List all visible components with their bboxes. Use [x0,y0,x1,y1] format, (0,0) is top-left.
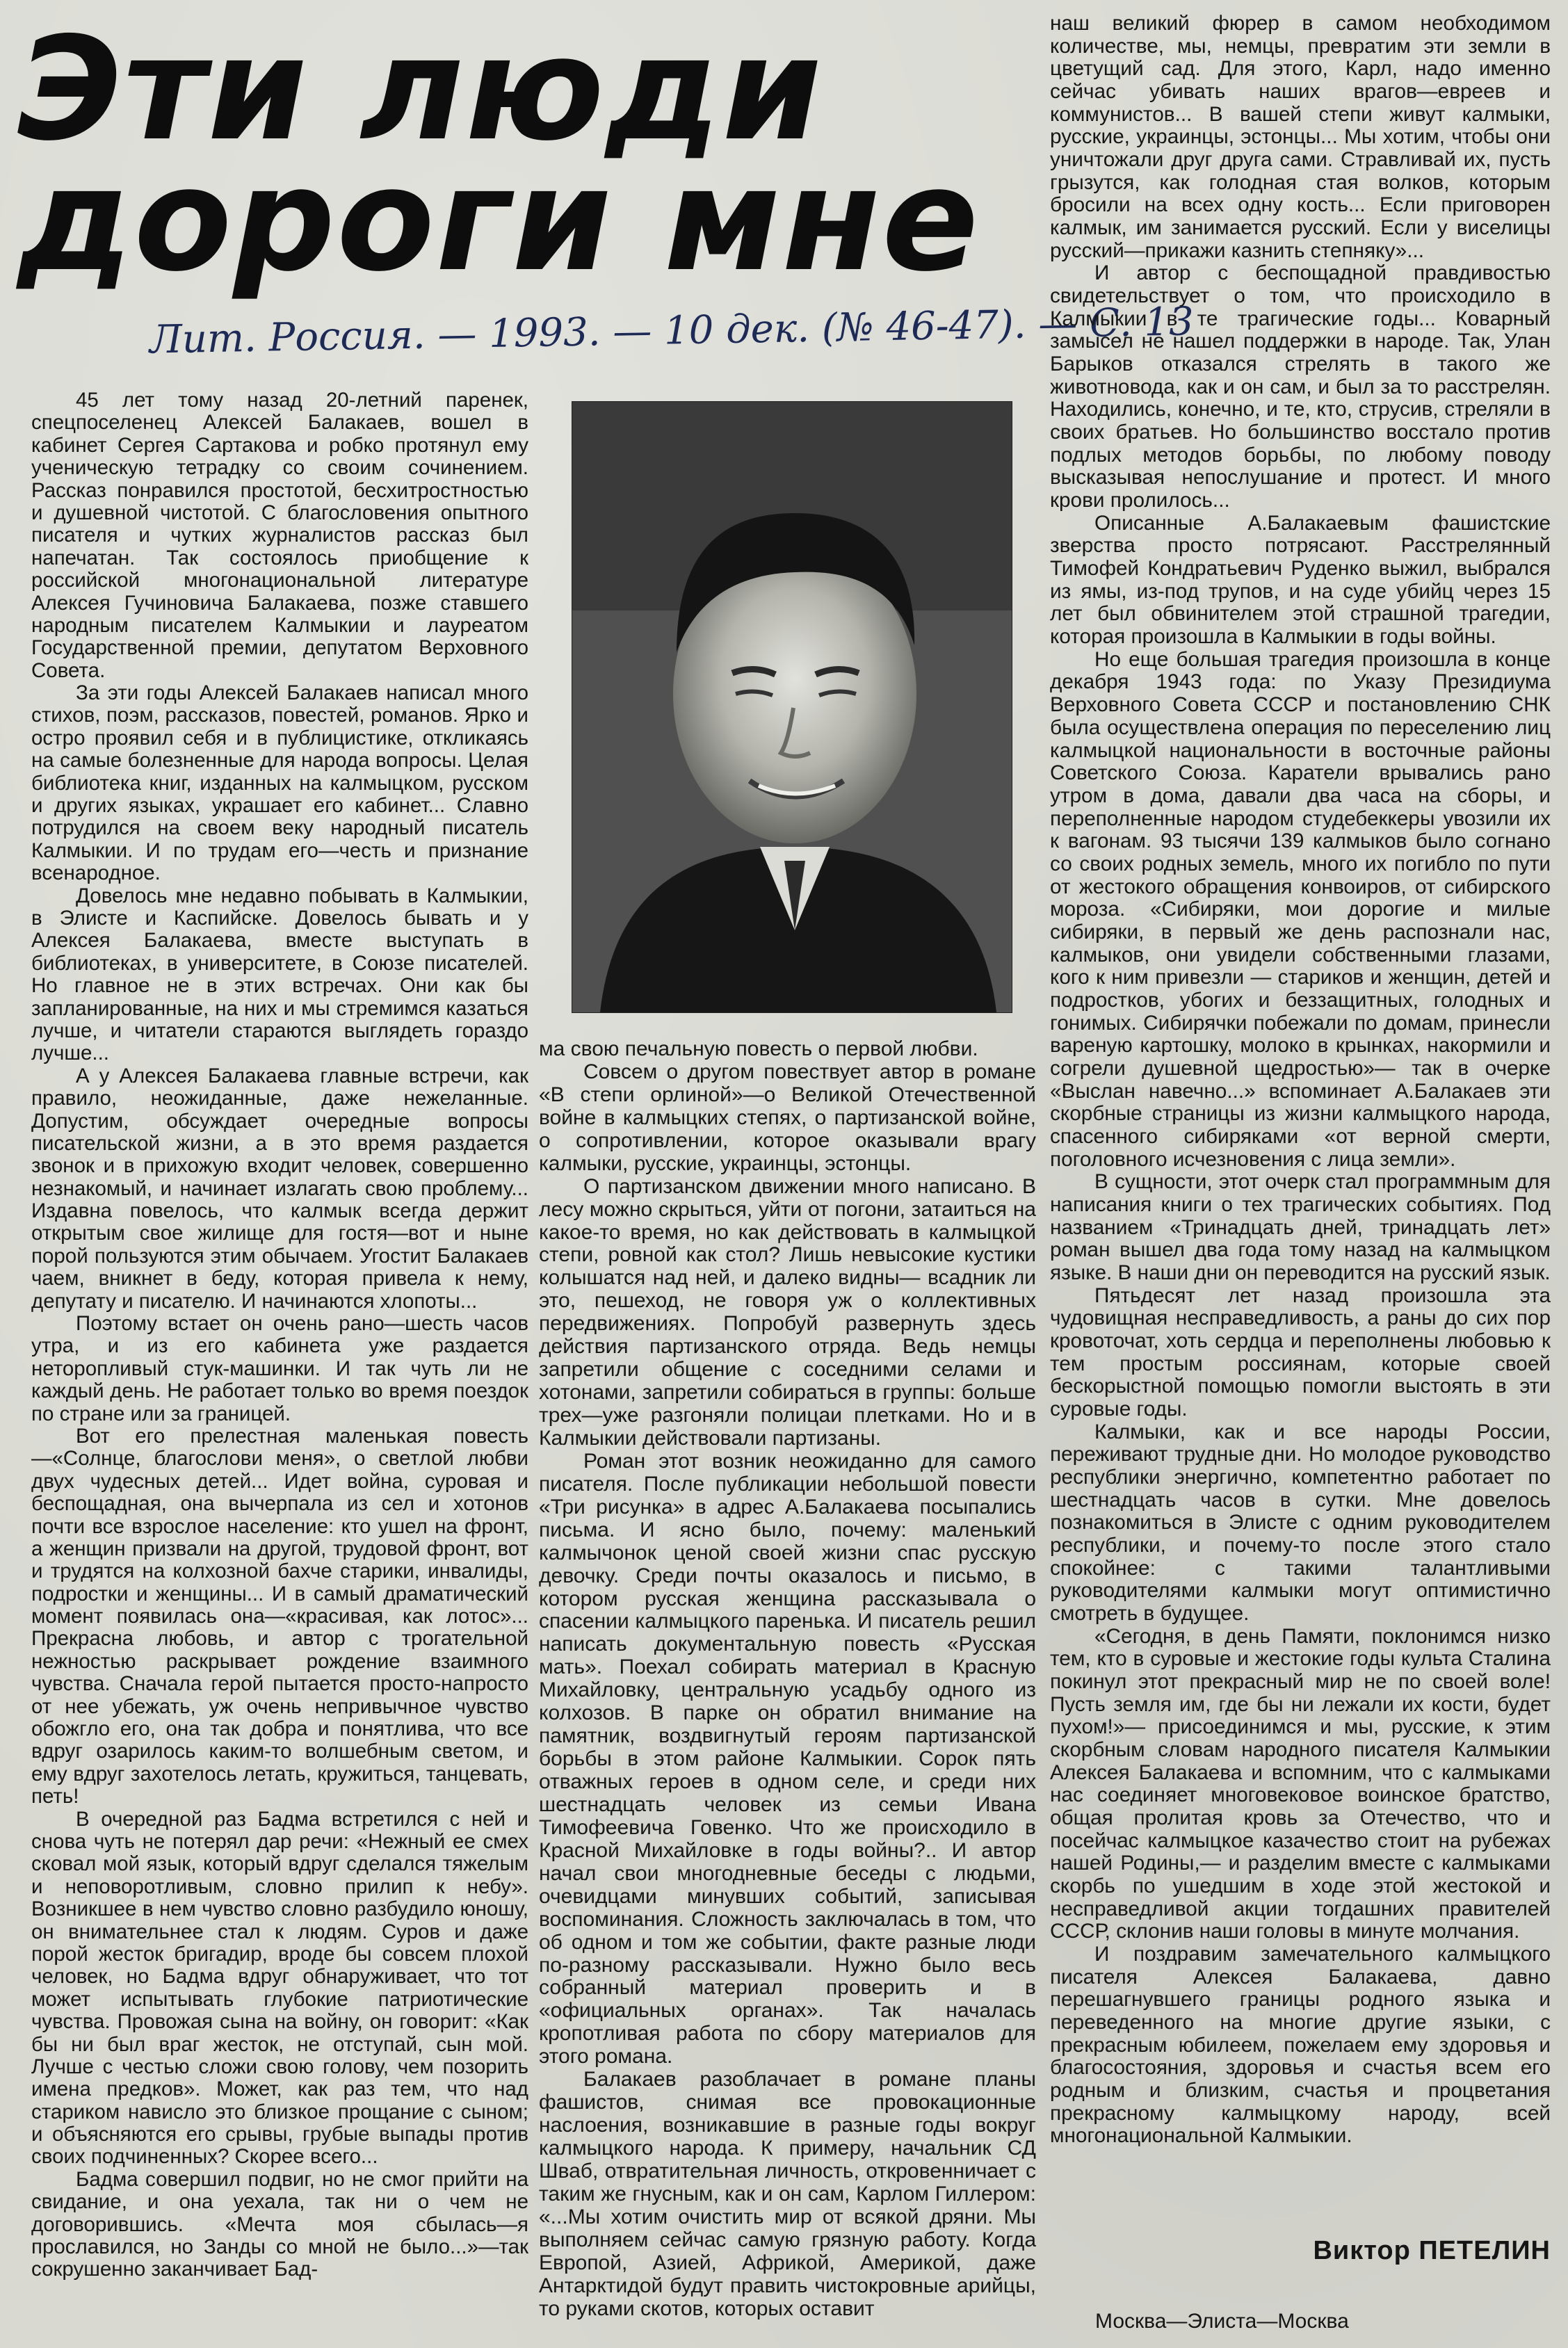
headline-line-1: Эти люди [17,7,823,172]
author-signature: Виктор ПЕТЕЛИН [1313,2236,1551,2265]
paragraph: И поздравим замечательного калмыцкого писателя Алексея Балакаева, давно перешагнувшего границы родного языка и переведенного на многие другие языки, с прекрасным юбилеем, пожелаем ему здоровья и благосостояния, здоровья и счастья всем его родным и близким, счастья и процветания прекрасному калмыцкому народу, всей многонациональной Калмыкии. [1050,1943,1551,2148]
dateline: Москва—Элиста—Москва [1095,2310,1349,2333]
author-portrait-photo [572,401,1012,1013]
paragraph: Довелось мне недавно побывать в Калмыкии, в Элисте и Каспийске. Довелось бывать и у Алексея Балакаева, вместе выступать в библиотеках, в университете, в Союзе писателей. Но главное не в этих встречах. Они как бы запланированные, на них и мы стремимся казаться лучше, и читатели стараются выглядеть гораздо лучше... [31,884,528,1065]
handwritten-citation-note: Лит. Россия. — 1993. — 10 дек. (№ 46-47). — С. 13 [149,299,1195,363]
article-column-1 [31,389,528,2284]
paragraph: Описанные А.Балакаевым фашистские зверства просто потрясают. Расстрелянный Тимофей Кондратьевич Руденко выжил, выбрался из ямы, из-под трупов, и на суде убийц через 15 лет был обвинителем этой страшной трагедии, которая произошла в Калмыкии в годы войны. [1050,511,1551,649]
paragraph: ма свою печальную повесть о первой любви. [539,1037,978,1060]
paragraph: Бадма совершил подвиг, но не смог прийти на свидание, и она уехала, так ни о чем не договорившись. «Мечта моя сбылась—я прославился, но Занды со мной не было...»—так сокрушенно заканчивает Бад- [31,2167,528,2281]
paragraph: И автор с беспощадной правдивостью свидетельствует о том, что происходило в Калмыкии в те трагические годы... Коварный замысел не нашел поддержки в народе. Так, Улан Барыков отказался стрелять в такого же животновода, как и он сам, и был за то расстрелян. Находились, конечно, и те, кто, струсив, стреляли в своих братьев. Но большинство восстало против подлых методов борьбы, по любому поводу высказывая непослушание и протест. И много крови пролилось... [1050,261,1551,512]
paragraph: «Сегодня, в день Памяти, поклонимся низко тем, кто в суровые и жестокие годы культа Сталина покинул этот прекрасный мир не по своей воле! Пусть земля им, где бы ни лежали их кости, будет пухом!»— присоединимся и мы, русские, к этим скорбным словам народного писателя Калмыкии Алексея Балакаева и вспомним, что с калмыками нас соединяет многовековое воинское братство, общая пролитая кровь за Отечество, что и посейчас калмыцкое казачество стоит на рубежах нашей Родины,— и разделим вместе с калмыками скорбь по ушедшим в ходе этой жестокой и несправедливой акции тогдашних правителей СССР, склонив наши головы в минуте молчания. [1050,1624,1551,1943]
paragraph: А у Алексея Балакаева главные встречи, как правило, неожиданные, даже нежеланные. Допустим, обсуждает очередные вопросы писательской жизни, а в это время раздается звонок и в прихожую входит человек, совершенно незнакомый, и начинает излагать свою проблему... Издавна повелось, что калмык всегда держит открытым свое жилище для гостя—вот и ныне порой пользуются этим обычаем. Угостит Балакаев чаем, вникнет в беду, которая привела к нему, депутату и писателю. И начинаются хлопоты... [31,1064,528,1313]
paragraph: Поэтому встает он очень рано—шесть часов утра, и из его кабинета уже раздается неторопливый стук-машинки. И так чуть ли не каждый день. Не работает только во время поездок по стране или за границей. [31,1312,528,1425]
portrait-illustration [572,402,1012,1012]
paragraph: О партизанском движении много написано. В лесу можно скрыться, уйти от погони, затаиться на какое-то время, но как действовать в калмыцкой степи, ровной как стол? Лишь невысокие кустики колышатся над ней, и далеко видны— всадник ли это, пешеход, не говоря уж о коллективных передвижениях. Попробуй развернуть здесь действия партизанского отряда. Ведь немцы запретили общение с соседними селами и хотонами, запретили собираться в группы: больше трех—уже разгоняли полицаи плетками. Но и в Калмыкии действовали партизаны. [539,1174,1036,1450]
paragraph: Пятьдесят лет назад произошла эта чудовищная несправедливость, а раны до сих пор кровоточат, хоть сердца и переполнены любовью к тем простым россиянам, которые своей бескорыстной помощью помогли выстоять в эти суровые годы. [1050,1284,1551,1420]
paragraph: Совсем о другом повествует автор в романе «В степи орлиной»—о Великой Отечественной войне в калмыцких степях, о партизанской войне, о сопротивлении, которое оказывали врагу калмыки, русские, украинцы, эстонцы. [539,1060,1036,1175]
paragraph: Балакаев разоблачает в романе планы фашистов, снимая все провокационные наслоения, возникавшие в разные годы вокруг калмыцкого народа. К примеру, начальник СД Шваб, отвратительная личность, откровенничает с таким же гнусным, как и он сам, Карлом Гиллером: «...Мы хотим очистить мир от всякой дряни. Мы выполняем сейчас самую грязную работу. Когда Европой, Азией, Африкой, Америкой, даже Антарктидой будут править чистокровные арийцы, то руками скотов, которых оставит [539,2068,1036,2320]
article-column-3 [1050,13,1551,2168]
paragraph: В очередной раз Бадма встретился с ней и снова чуть не потерял дар речи: «Нежный ее смех сковал мой язык, который вдруг сделался тяжелым и неповоротливым, словно прилип к небу». Возникшее в нем чувство словно разбудило юношу, он внимательнее стал к людям. Суров и даже порой жесток бригадир, вроде бы совсем плохой человек, но Бадма вдруг обнаруживает, что тот может испытывать глубокие патриотические чувства. Провожая сына на войну, он говорит: «Как бы ни был враг жесток, не отступай, сын мой. Лучше с честью сложи свою голову, чем позорить имена предков». Может, как раз тем, что над стариком нависло это близкое прощание с сыном; и объясняются его срывы, грубые выпады против своих подчиненных? Скорее всего... [31,1807,528,2169]
paragraph: За эти годы Алексей Балакаев написал много стихов, поэм, рассказов, повестей, романов. Ярко и остро проявил себя и в публицистике, откликаясь на самые болезненные для народа вопросы. Целая библиотека книг, изданных на калмыцком, русском и других языках, украшает его кабинет... Славно потрудился на своем веку народный писатель Калмыкии. И по трудам его—честь и признание всенародное. [31,681,528,885]
paragraph: Вот его прелестная маленькая повесть—«Солнце, благослови меня», о светлой любви двух чудесных детей... Идет война, суровая и беспощадная, она вычерпала из сел и хотонов почти все взрослое население: кто ушел на фронт, а женщин призвали на другой, трудовой фронт, вот и трудятся на колхозной бахче старики, инвалиды, подростки и женщины... И в самый драматический момент появилась она—«красивая, как лотос»... Прекрасна любовь, и автор с трогательной нежностью раскрывает рождение взаимного чувства. Сначала герой пытается просто-напросто от нее убежать, уж очень непривычное чувство обожгло его, она так добра и понятлива, что все вдруг озарилось каким-то волшебным светом, и ему вдруг захотелось летать, кружиться, танцевать, петь! [31,1424,528,1808]
paragraph: 45 лет тому назад 20-летний паренек, спецпоселенец Алексей Балакаев, вошел в кабинет Сергея Сартакова и робко протянул ему ученическую тетрадку со своим сочинением. Рассказ понравился простотой, бесхитростностью и душевной чистотой. С благословения опытного писателя и чутких журналистов рассказ был напечатан. Так состоялось приобщение к российской многонациональной литературе Алексея Гучиновича Балакаева, позже ставшего народным писателем Калмыкии и лауреатом Государственной премии, депутатом Верховного Совета. [31,389,528,682]
paragraph: наш великий фюрер в самом необходимом количестве, мы, немцы, превратим эти земли в цветущий сад. Для этого, Карл, надо именно сейчас убивать наших врагов—евреев и коммунистов... В вашей степи живут калмыки, русские, украинцы, эстонцы... Мы хотим, чтобы они уничтожали друг друга сами. Стравливай их, пусть грызутся, как голодная стая волков, которым бросили на всех одну кость... Если приговорен калмык, им занимается русский. Если у виселицы русский—прикажи казнить степняку»... [1050,12,1551,262]
paragraph: Роман этот возник неожиданно для самого писателя. После публикации небольшой повести «Три рисунка» в адрес А.Балакаева посыпались письма. И ясно было, почему: маленький калмычонок ценой своей жизни спас русскую девочку. Среди почты оказалось и письмо, в котором русская женщина рассказывала о спасении калмыцкого паренька. И писатель решил написать документальную повесть «Русская мать». Поехал собирать материал в Красную Михайловку, центральную усадьбу одного из колхозов. В парке он обратил внимание на памятник, воздвигнутый героям партизанской борьбы в этом районе Калмыкии. Сорок пять отважных героев в одном селе, и среди них шестнадцать человек из семьи Ивана Тимофеевича Говенко. Что же происходило в Красной Михайловке в годы войны?.. И автор начал свои многодневные беседы с людьми, очевидцами минувших событий, записывая воспоминания. Сложность заключалась в том, что об одном и том же событии, факте разные люди по-разному рассказывали. Нужно было весь собранный материал проверить и в «официальных органах». Так началась кропотливая работа по сбору материалов для этого романа. [539,1449,1036,2068]
headline [17,7,1046,303]
paragraph: В сущности, этот очерк стал программным для написания книги о тех трагических событиях. Под названием «Тринадцать дней, тринадцать лет» роман вышел два года тому назад на калмыцком языке. В наши дни он переводится на русский язык. [1050,1170,1551,1284]
paragraph: Но еще большая трагедия произошла в конце декабря 1943 года: по Указу Президиума Верховного Совета СССР и постановлению СНК была осуществлена операция по переселению лиц калмыцкой национальности в восточные районы Советского Союза. Каратели врывались рано утром в дома, давали два часа на сборы, и переполненные народом студебеккеры увозили их к вагонам. 93 тысячи 139 калмыков было согнано со своих родных земель, много их погибло по пути от жестокого обращения конвоиров, от сибирского мороза. «Сибиряки, мои дорогие и милые сибиряки, в первый же день распознали нас, калмыков, они увидели собственными глазами, кого к ним привезли — стариков и женщин, детей и подростков, убогих и беззащитных, голодных и гонимых. Сибирячки побежали по домам, принесли вареную картошку, молоко в крынках, накормили и согрели душевной щедростью»— так в очерке «Выслан навечно...» вспоминает А.Балакаев эти скорбные страницы из жизни калмыцкого народа, спасенного сибиряками «от верной смерти, поголовного исчезновения с лица земли». [1050,647,1551,1171]
article-column-2 [539,1038,1036,2338]
headline-line-2: дороги мне [17,138,980,303]
paragraph: Калмыки, как и все народы России, переживают трудные дни. Но молодое руководство республики энергично, компетентно работает по шестнадцать часов в сутки. Мне довелось познакомиться в Элисте с одним руководителем республики, и почему-то после этого стало спокойнее: с такими талантливыми руководителями калмыки могут оптимистично смотреть в будущее. [1050,1420,1551,1626]
